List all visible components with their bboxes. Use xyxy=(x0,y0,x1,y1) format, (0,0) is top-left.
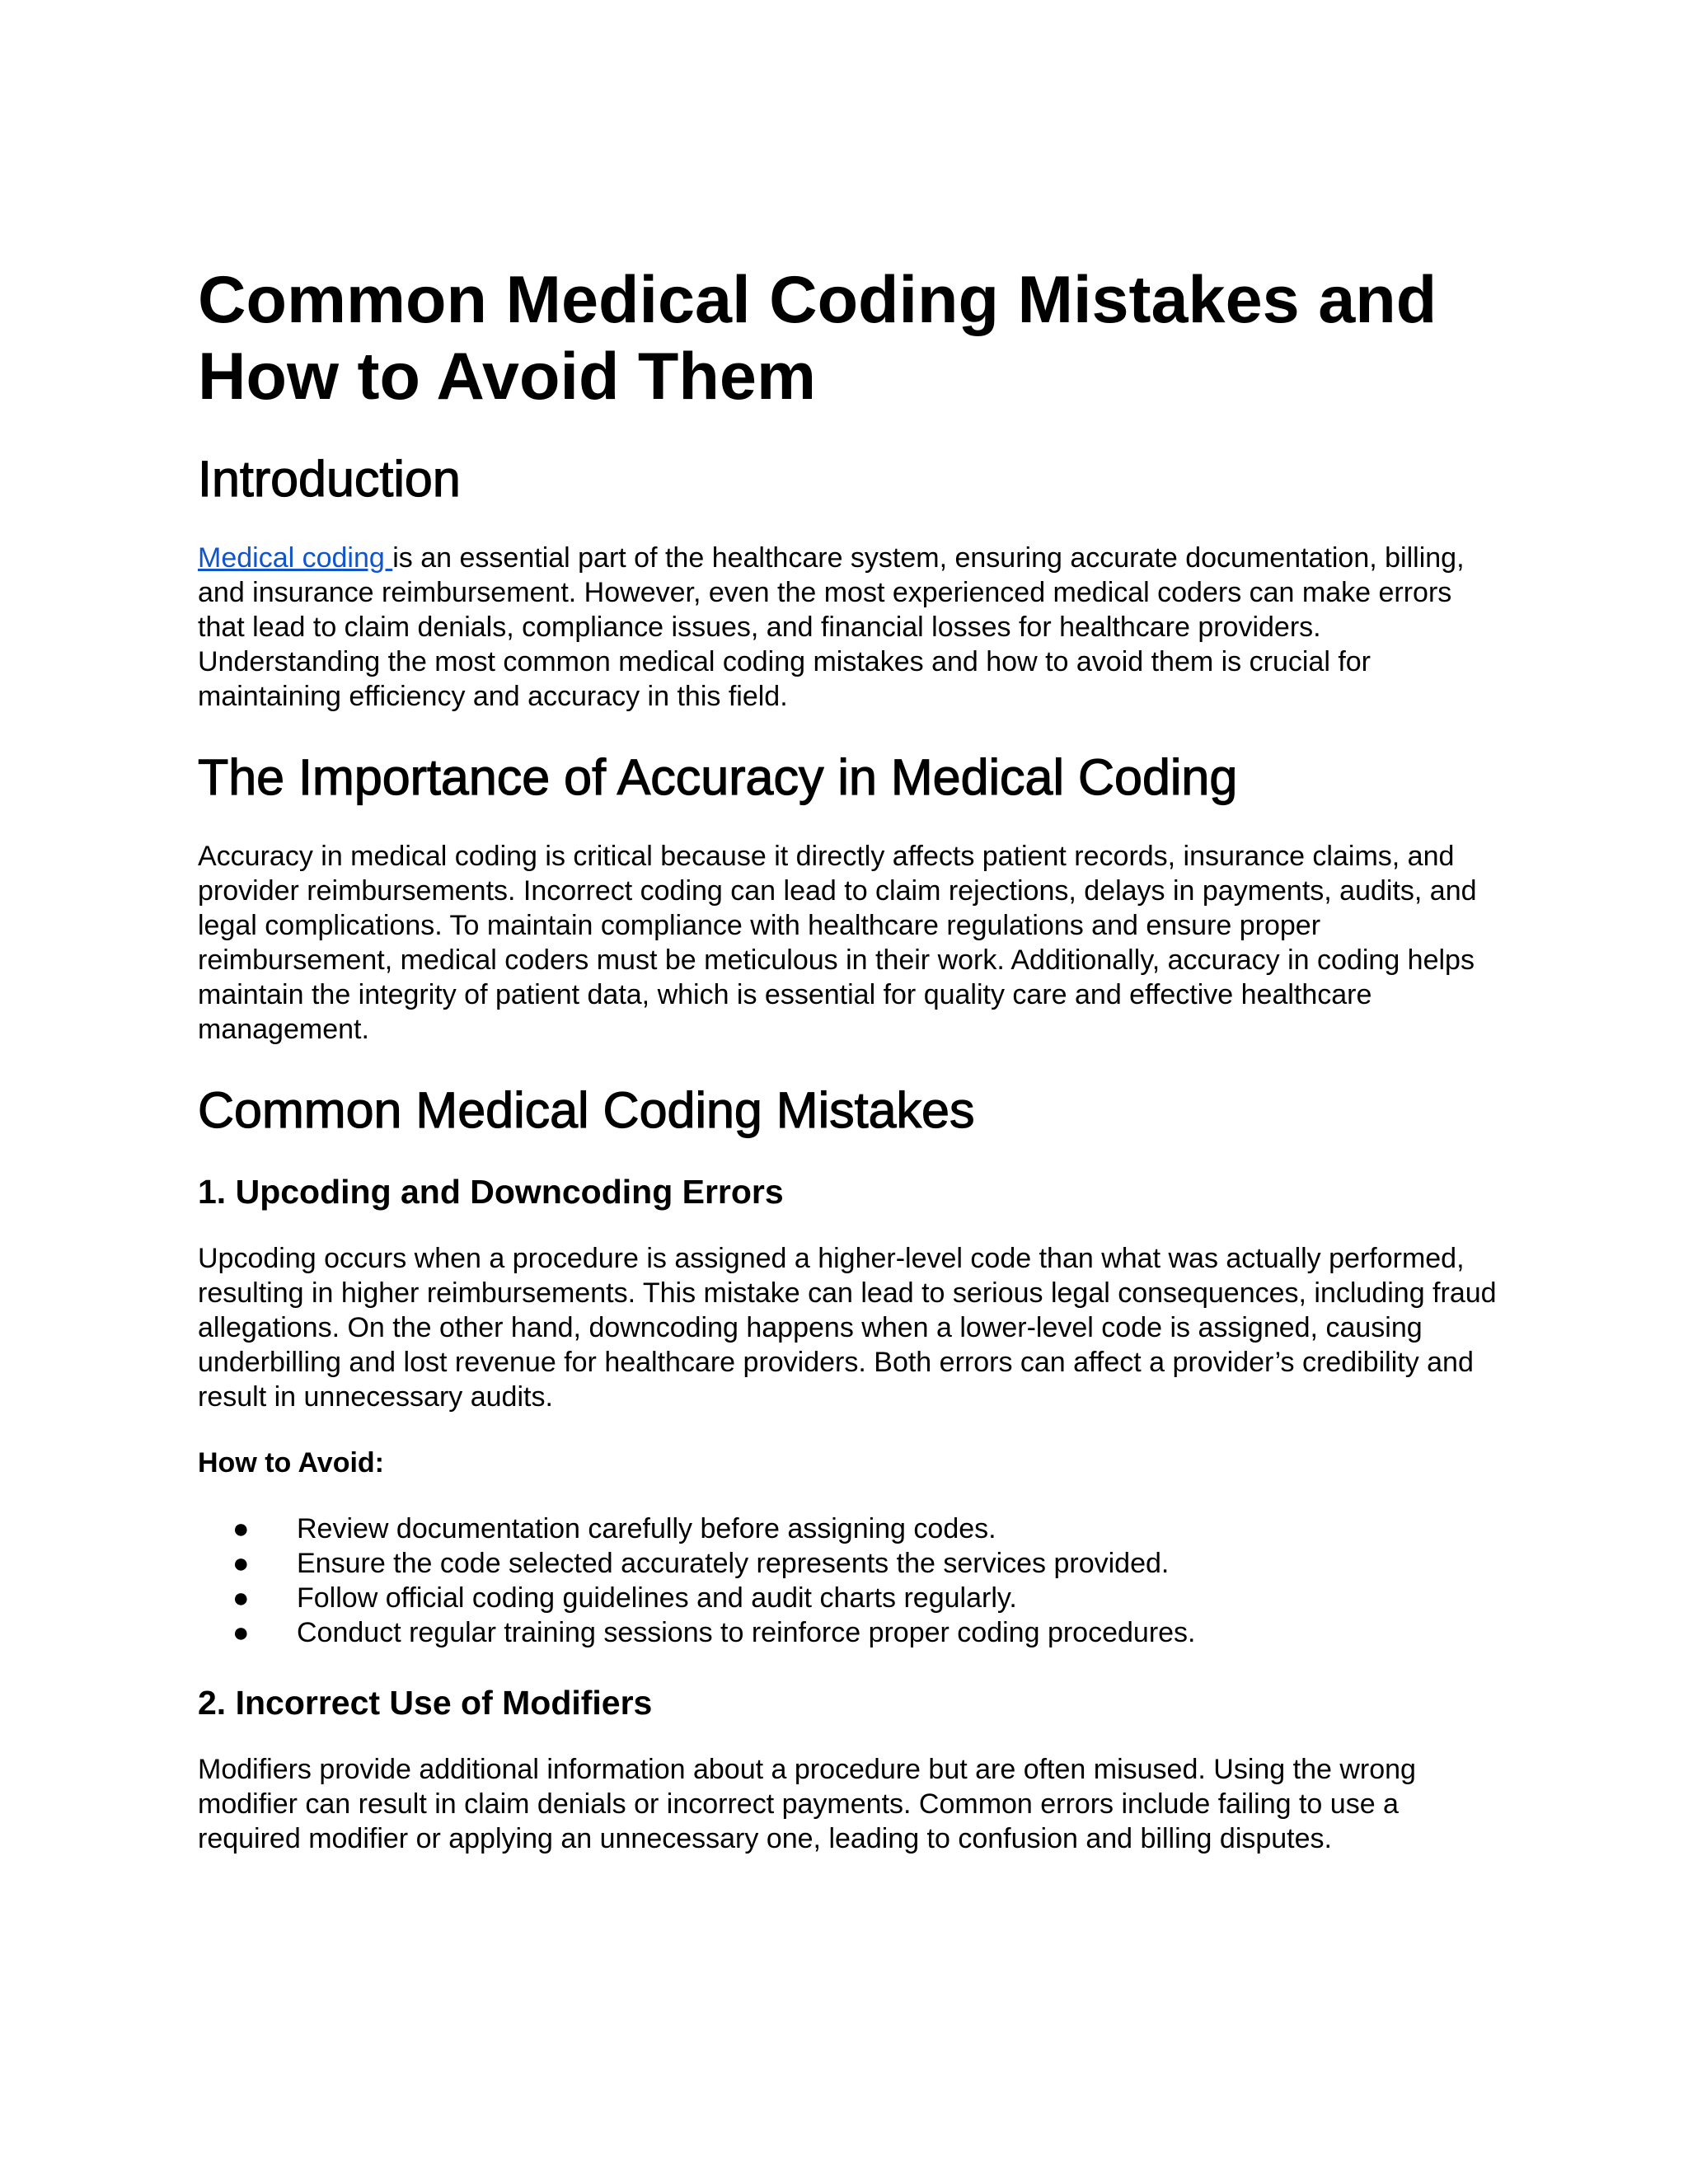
bullet-icon: ● xyxy=(232,1513,250,1544)
list-item-text: Review documentation carefully before assigning codes. xyxy=(297,1513,996,1544)
modifiers-heading: 2. Incorrect Use of Modifiers xyxy=(198,1684,653,1722)
medical-coding-link[interactable]: Medical coding xyxy=(198,542,393,574)
importance-heading: The Importance of Accuracy in Medical Coding xyxy=(198,749,1238,805)
bullet-icon: ● xyxy=(232,1617,250,1648)
list-item-text: Conduct regular training sessions to reinforce proper coding procedures. xyxy=(297,1617,1196,1648)
how-to-avoid-label: How to Avoid: xyxy=(198,1447,384,1479)
introduction-paragraph-text: is an essential part of the healthcare system, ensuring accurate documentation, billing, and insurance reimbursement. However, even the most experienced medical coders can make errors that lead to claim denials, compliance issues, and financial losses for healthcare providers. Understanding the most common medical coding mistakes and how to avoid them is crucial for maintaining efficiency and accuracy in this field. xyxy=(198,542,1465,712)
list-item xyxy=(198,1546,1500,1581)
upcoding-heading: 1. Upcoding and Downcoding Errors xyxy=(198,1173,784,1211)
bullet-icon: ● xyxy=(232,1548,250,1579)
introduction-paragraph xyxy=(198,541,1500,714)
how-to-avoid-list xyxy=(198,1511,1500,1650)
list-item xyxy=(198,1511,1500,1546)
list-item-text: Ensure the code selected accurately represents the services provided. xyxy=(297,1548,1170,1579)
importance-paragraph: Accuracy in medical coding is critical because it directly affects patient records, insurance claims, and provider reimbursements. Incorrect coding can lead to claim rejections, delays in payments, audits, and legal complications. To maintain compliance with healthcare regulations and ensure proper reimbursement, medical coders must be meticulous in their work. Additionally, accuracy in coding helps maintain the integrity of patient data, which is essential for quality care and effective healthcare management. xyxy=(198,841,1477,1045)
document-title: Common Medical Coding Mistakes and How to Avoid Them xyxy=(198,263,1437,414)
list-item-text: Follow official coding guidelines and audit charts regularly. xyxy=(297,1582,1017,1614)
document-page xyxy=(198,262,1500,1856)
list-item xyxy=(198,1581,1500,1615)
list-item xyxy=(198,1615,1500,1650)
introduction-heading: Introduction xyxy=(198,451,461,507)
mistakes-heading: Common Medical Coding Mistakes xyxy=(198,1082,975,1138)
upcoding-paragraph: Upcoding occurs when a procedure is assigned a higher-level code than what was actually performed, resulting in higher reimbursements. This mistake can lead to serious legal consequences, including fraud allegations. On the other hand, downcoding happens when a lower-level code is assigned, causing underbilling and lost revenue for healthcare providers. Both errors can affect a provider’s credibility and result in unnecessary audits. xyxy=(198,1243,1497,1413)
bullet-icon: ● xyxy=(232,1582,250,1614)
modifiers-paragraph: Modifiers provide additional information about a procedure but are often misused. Using the wrong modifier can result in claim denials or incorrect payments. Common errors include failing to use a required modifier or applying an unnecessary one, leading to confusion and billing disputes. xyxy=(198,1754,1416,1854)
